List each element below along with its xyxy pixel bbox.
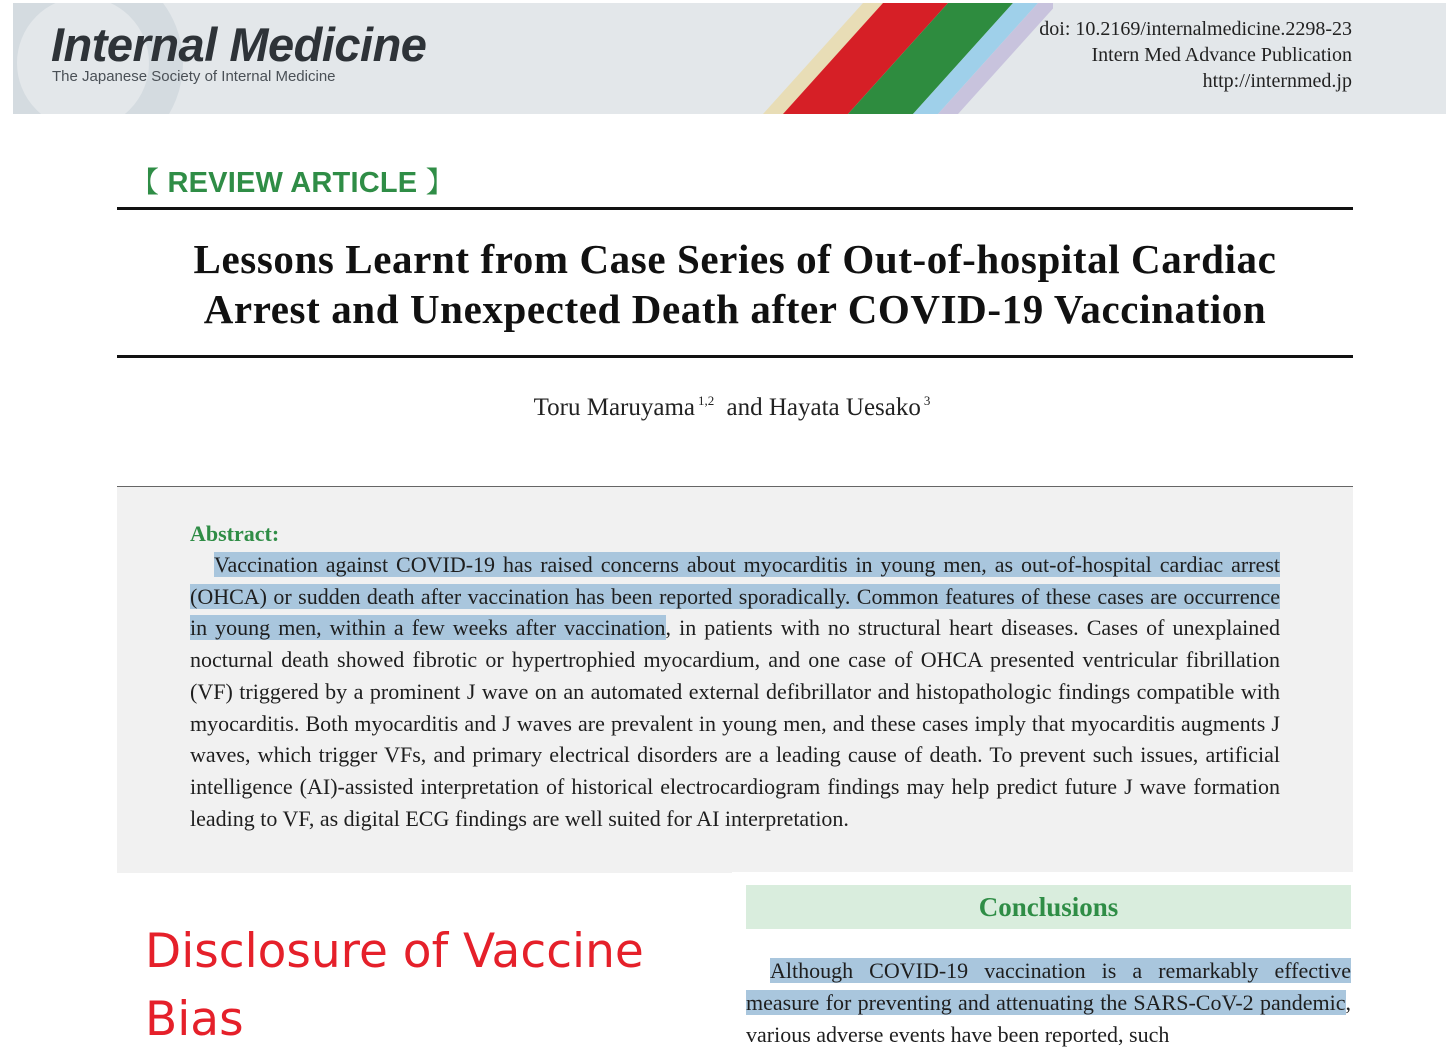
author-name: Hayata Uesako [768,394,921,421]
article-title [117,234,1353,334]
author-list [117,393,1353,422]
article-type-text: REVIEW ARTICLE [167,167,418,199]
publication-text: Intern Med Advance Publication [1091,44,1352,66]
banner-stripes-graphic [753,3,1053,114]
bracket-close: 】 [425,167,455,199]
title-line-2: Arrest and Unexpected Death after COVID-19 Vaccination [203,286,1267,332]
abstract-body [190,549,1280,834]
article-type-label [130,160,455,201]
abstract-highlighted-text: Vaccination against COVID-19 has raised concerns about myocarditis in young men, as out-of-hospital cardiac arrest (OHCA) or sudden death after vaccination has been reported sporadically. Common features of these cases are occurrence in young men, within a few weeks after vaccination [190,552,1280,641]
abstract-text: , in patients with no structural heart diseases. Cases of unexplained nocturnal death showed fibrotic or hypertrophied myocardium, and one case of OHCA presented ventricular fibrillation (VF) triggered by a prominent J wave on an automated external defibrillator and histopathologic findings compatible with myocarditis. Both myocarditis and J waves are prevalent in young men, and these cases imply that myocarditis augments J waves, which trigger VFs, and primary electrical disorders are a leading cause of death. To prevent such issues, artificial intelligence (AI)-assisted interpretation of historical electrocardiogram findings may help predict future J wave formation leading to VF, as digital ECG findings are well suited for AI interpretation. [190,615,1280,831]
title-top-rule [117,207,1353,210]
author-name: Toru Maruyama [533,394,695,421]
journal-name: Internal Medicine [51,18,427,71]
journal-banner [13,3,1446,114]
publication-info [1039,16,1352,94]
conclusions-heading: Conclusions [978,892,1119,922]
abstract-section [117,486,1353,873]
conclusions-header-bar [746,885,1351,929]
author-affiliation: 1,2 [698,393,715,408]
conclusions-text: , various adverse events have been reported, such [746,990,1351,1047]
title-bottom-rule [117,355,1353,358]
title-line-1: Lessons Learnt from Case Series of Out-of-hospital Cardiac [193,236,1277,282]
doi-text: doi: 10.2169/internalmedicine.2298-23 [1039,18,1352,40]
disclosure-annotation: Disclosure of Vaccine Bias [145,924,644,1047]
author-separator: and [726,394,763,421]
journal-url: http://internmed.jp [1202,70,1352,92]
society-name: The Japanese Society of Internal Medicine [52,68,336,85]
author-affiliation: 3 [923,393,931,408]
conclusions-body [746,955,1351,1051]
conclusions-highlighted-text: Although COVID-19 vaccination is a remarkably effective measure for preventing and attenuating the SARS-CoV-2 pandemic [746,958,1351,1015]
abstract-heading: Abstract: [190,521,280,546]
bracket-open: 【 [130,167,160,199]
